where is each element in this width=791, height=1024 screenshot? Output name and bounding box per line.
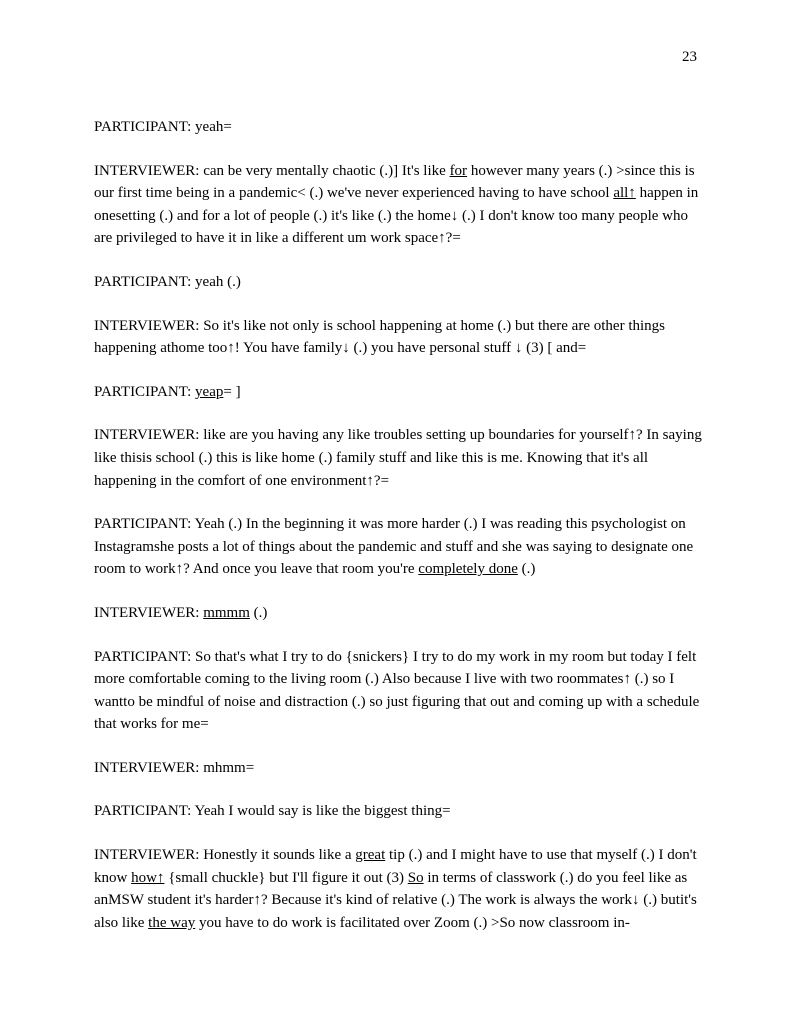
underlined-emphasis: completely done bbox=[418, 561, 518, 578]
utterance-text: Honestly it sounds like a bbox=[203, 847, 356, 864]
transcript-turn bbox=[94, 646, 704, 736]
speaker-label: PARTICIPANT: bbox=[94, 273, 192, 290]
utterance-text: yeah= bbox=[195, 119, 232, 135]
transcript-turn bbox=[94, 271, 704, 294]
transcript-turn bbox=[94, 116, 704, 139]
utterance-text: can be very mentally chaotic (.)] It's like bbox=[203, 162, 450, 179]
utterance-text: {small chuckle} but I'll figure it out (3) bbox=[164, 869, 408, 886]
speaker-label: PARTICIPANT: bbox=[94, 648, 192, 665]
underlined-emphasis: So bbox=[407, 869, 424, 886]
speaker-label: INTERVIEWER: bbox=[94, 604, 200, 621]
speaker-label: PARTICIPANT: bbox=[94, 516, 192, 533]
utterance-text: you have to do work is facilitated over Zoom (.) >So now classroom in- bbox=[195, 914, 630, 931]
speaker-label: INTERVIEWER: bbox=[94, 317, 200, 334]
speaker-label: PARTICIPANT: bbox=[94, 803, 192, 820]
speaker-label: INTERVIEWER: bbox=[94, 759, 200, 776]
underlined-emphasis: great bbox=[355, 847, 386, 864]
utterance-text: So it's like not only is school happening at home (.) but there are other things happening athome too↑! You have family↓ (.) you have personal stuff ↓ (3) [ and= bbox=[94, 317, 665, 357]
utterance-text: however many years (.) >since this is our first time being in a pandemic< (.) we've never experienced having to have school bbox=[94, 162, 695, 202]
utterance-text: (.) bbox=[517, 561, 536, 578]
transcript-turn bbox=[94, 315, 704, 360]
underlined-emphasis: for bbox=[449, 162, 468, 179]
underlined-emphasis: mmmm bbox=[203, 604, 250, 621]
transcript-turn bbox=[94, 513, 704, 581]
transcript-turn bbox=[94, 757, 704, 780]
utterance-text: in terms of classwork (.) do you feel like as anMSW student it's harder↑? Because it's kind of relative (.) The work is always the work↓ (.) butit's also like bbox=[94, 869, 697, 931]
utterance-text: Yeah (.) In the beginning it was more harder (.) I was reading this psychologist on Instagramshe posts a lot of things about the pandemic and stuff and she was saying to designate one room to work↑? And once you leave that room you're bbox=[94, 516, 694, 578]
utterance-text: mhmm= bbox=[203, 759, 255, 776]
transcript-turn bbox=[94, 844, 704, 934]
transcript-turn bbox=[94, 602, 704, 625]
utterance-text: like are you having any like troubles setting up boundaries for yourself↑? In saying like thisis school (.) this is like home (.) family stuff and like this is me. Knowing that it's all happening in the comfort of one environment↑?= bbox=[94, 427, 702, 489]
underlined-emphasis: all↑ bbox=[613, 185, 636, 202]
speaker-label: INTERVIEWER: bbox=[94, 847, 200, 864]
transcript bbox=[94, 116, 704, 955]
speaker-label: PARTICIPANT: bbox=[94, 383, 192, 400]
transcript-turn bbox=[94, 381, 704, 404]
speaker-label: INTERVIEWER: bbox=[94, 427, 200, 444]
speaker-label: PARTICIPANT: bbox=[94, 119, 192, 135]
utterance-text: = ] bbox=[223, 383, 241, 400]
utterance-text: happen in onesetting (.) and for a lot of people (.) it's like (.) the home↓ (.) I don't know too many people who are privileged to have it in like a different um work space↑?= bbox=[94, 185, 699, 247]
transcript-turn bbox=[94, 800, 704, 823]
underlined-emphasis: how↑ bbox=[131, 869, 165, 886]
page-number: 23 bbox=[682, 49, 697, 65]
transcript-turn bbox=[94, 424, 704, 492]
speaker-label: INTERVIEWER: bbox=[94, 162, 200, 179]
utterance-text: Yeah I would say is like the biggest thing= bbox=[194, 803, 451, 820]
underlined-emphasis: yeap bbox=[195, 383, 224, 400]
utterance-text: So that's what I try to do {snickers} I try to do my work in my room but today I felt more comfortable coming to the living room (.) Also because I live with two roommates↑ (.) so I wantto be mindful of noise and distraction (.) so just figuring that out and coming up with a schedule that works for me= bbox=[94, 648, 700, 733]
utterance-text: (.) bbox=[249, 604, 268, 621]
utterance-text: yeah (.) bbox=[195, 273, 241, 290]
utterance-text: tip (.) and I might have to use that myself (.) I don't know bbox=[94, 847, 697, 886]
transcript-turn bbox=[94, 160, 704, 250]
underlined-emphasis: the way bbox=[148, 914, 196, 931]
